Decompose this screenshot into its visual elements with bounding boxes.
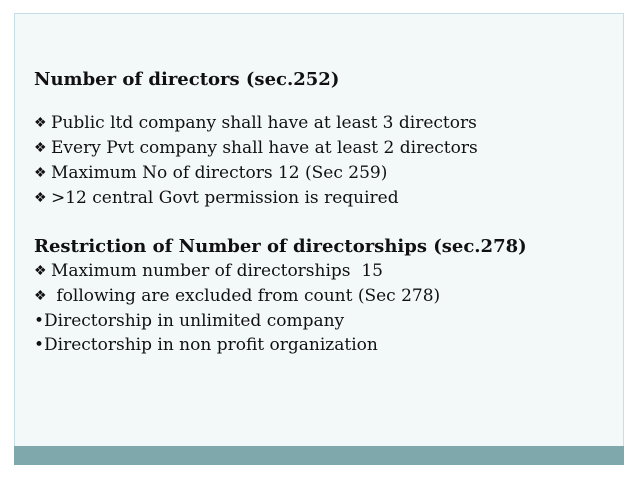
diamond-bullet-icon: ❖ <box>34 190 47 206</box>
section-title-number-of-directors: Number of directors (sec.252) <box>34 69 340 90</box>
list-item-text: Public ltd company shall have at least 3 directors <box>51 113 477 133</box>
list-item <box>34 161 614 186</box>
list-item <box>34 111 614 136</box>
list-item-text: >12 central Govt permission is required <box>51 188 399 208</box>
list-item-text: Directorship in non profit organization <box>44 335 378 355</box>
list-item-text: Maximum number of directorships 15 <box>51 261 383 281</box>
slide-content <box>34 68 614 357</box>
footer-bar <box>14 446 624 465</box>
list-item-text: Every Pvt company shall have at least 2 directors <box>51 138 478 158</box>
list-item <box>34 284 614 309</box>
list-item <box>34 186 614 211</box>
list-item-text: following are excluded from count (Sec 278) <box>51 286 441 306</box>
diamond-bullet-icon: ❖ <box>34 165 47 181</box>
list-item <box>34 136 614 161</box>
diamond-bullet-icon: ❖ <box>34 115 47 131</box>
list-item-text: Maximum No of directors 12 (Sec 259) <box>51 163 388 183</box>
diamond-bullet-icon: ❖ <box>34 140 47 156</box>
list-item <box>34 259 614 284</box>
list-item <box>34 309 614 333</box>
dot-bullet-icon: • <box>34 335 45 355</box>
section-title-restriction-of-directorships: Restriction of Number of directorships (sec.278) <box>34 236 527 257</box>
diamond-bullet-icon: ❖ <box>34 288 47 304</box>
dot-bullet-icon: • <box>34 311 45 331</box>
list-item-text: Directorship in unlimited company <box>44 311 345 331</box>
diamond-bullet-icon: ❖ <box>34 263 47 279</box>
list-item <box>34 333 614 357</box>
